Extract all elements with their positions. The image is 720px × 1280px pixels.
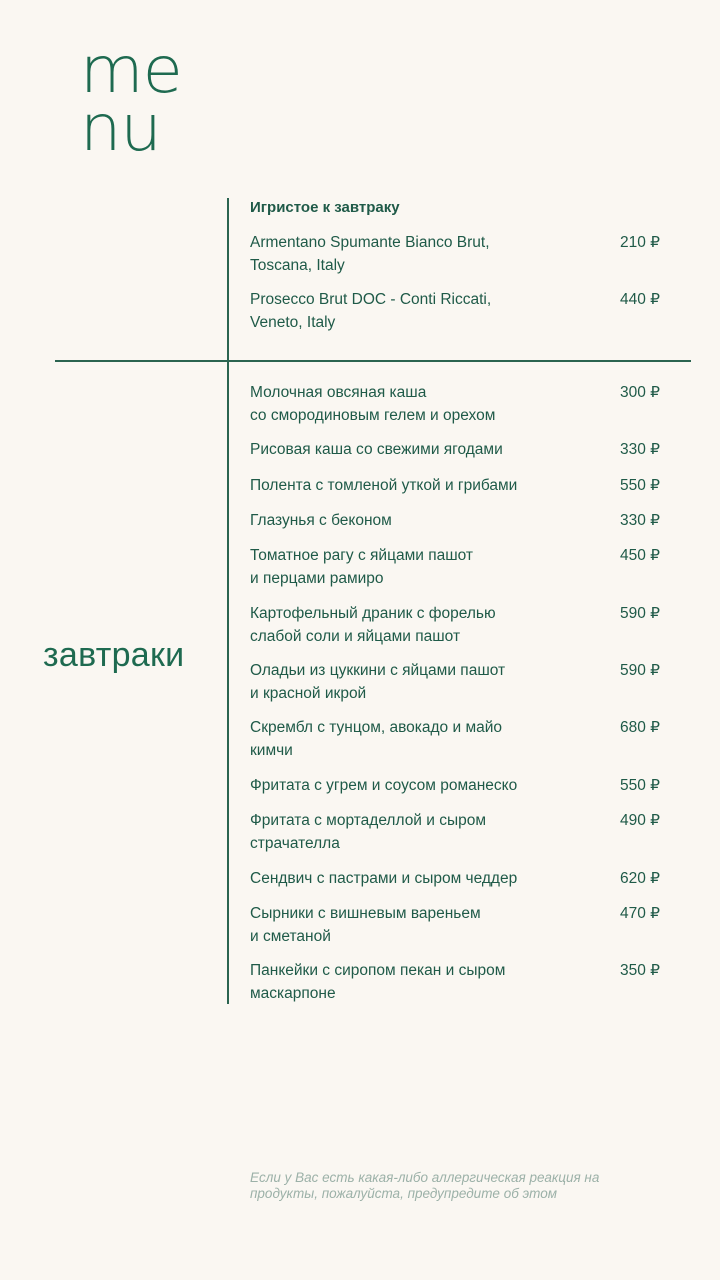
item-price: 490 ₽ — [619, 812, 660, 829]
menu-item — [250, 382, 660, 427]
item-price: 440 ₽ — [619, 291, 660, 308]
menu-item — [250, 868, 660, 891]
item-name: Картофельный драник с форелью слабой соли и яйцами пашот — [250, 605, 496, 645]
menu-item — [250, 545, 660, 590]
logo-line-2: nu — [80, 92, 161, 166]
menu-item — [250, 903, 660, 948]
item-name: Prosecco Brut DOC - Conti Riccati, Veneto, Italy — [250, 291, 492, 331]
item-price: 470 ₽ — [619, 905, 660, 922]
item-price: 550 ₽ — [619, 477, 660, 494]
item-name: Сендвич с пастрами и сыром чеддер — [250, 870, 518, 887]
item-name: Рисовая каша со свежими ягодами — [250, 441, 503, 458]
item-name: Фритата с угрем и соусом романеско — [250, 777, 518, 794]
item-name: Armentano Spumante Bianco Brut, Toscana, Italy — [250, 234, 490, 274]
item-price: 680 ₽ — [619, 719, 660, 736]
menu-item — [250, 717, 660, 762]
sparkling-section-title: Игристое к завтраку — [250, 199, 400, 216]
item-price: 590 ₽ — [619, 662, 660, 679]
item-price: 330 ₽ — [619, 441, 660, 458]
menu-item — [250, 660, 660, 705]
allergy-note: Если у Вас есть какая-либо аллергическая реакция на продукты, пожалуйста, предупредите об этом — [250, 1170, 600, 1201]
item-price: 210 ₽ — [619, 234, 660, 251]
item-name: Сырники с вишневым вареньем и сметаной — [250, 905, 481, 945]
item-price: 450 ₽ — [619, 547, 660, 564]
item-name: Глазунья с беконом — [250, 512, 392, 529]
menu-item — [250, 510, 660, 533]
menu-item — [250, 439, 660, 462]
item-name: Панкейки с сиропом пекан и сыром маскарпоне — [250, 962, 506, 1002]
menu-logo — [80, 34, 182, 166]
item-price: 330 ₽ — [619, 512, 660, 529]
item-price: 350 ₽ — [619, 962, 660, 979]
section-title-breakfast: завтраки — [43, 636, 185, 674]
item-price: 620 ₽ — [619, 870, 660, 887]
item-name: Полента с томленой уткой и грибами — [250, 477, 518, 494]
item-name: Скрембл с тунцом, авокадо и майо кимчи — [250, 719, 502, 759]
menu-item — [250, 475, 660, 498]
vertical-divider — [227, 198, 229, 1004]
menu-item — [250, 775, 660, 798]
logo-line-1: me — [80, 34, 182, 108]
item-name: Оладьи из цуккини с яйцами пашот и красной икрой — [250, 662, 506, 702]
menu-item — [250, 603, 660, 648]
menu-item — [250, 232, 660, 277]
menu-item — [250, 960, 660, 1005]
item-price: 550 ₽ — [619, 777, 660, 794]
menu-item — [250, 289, 660, 334]
item-name: Томатное рагу с яйцами пашот и перцами рамиро — [250, 547, 474, 587]
horizontal-divider — [55, 360, 691, 362]
item-price: 590 ₽ — [619, 605, 660, 622]
menu-item — [250, 810, 660, 855]
item-price: 300 ₽ — [619, 384, 660, 401]
item-name: Молочная овсяная каша со смородиновым гелем и орехом — [250, 384, 496, 424]
item-name: Фритата с мортаделлой и сыром страчателла — [250, 812, 487, 852]
